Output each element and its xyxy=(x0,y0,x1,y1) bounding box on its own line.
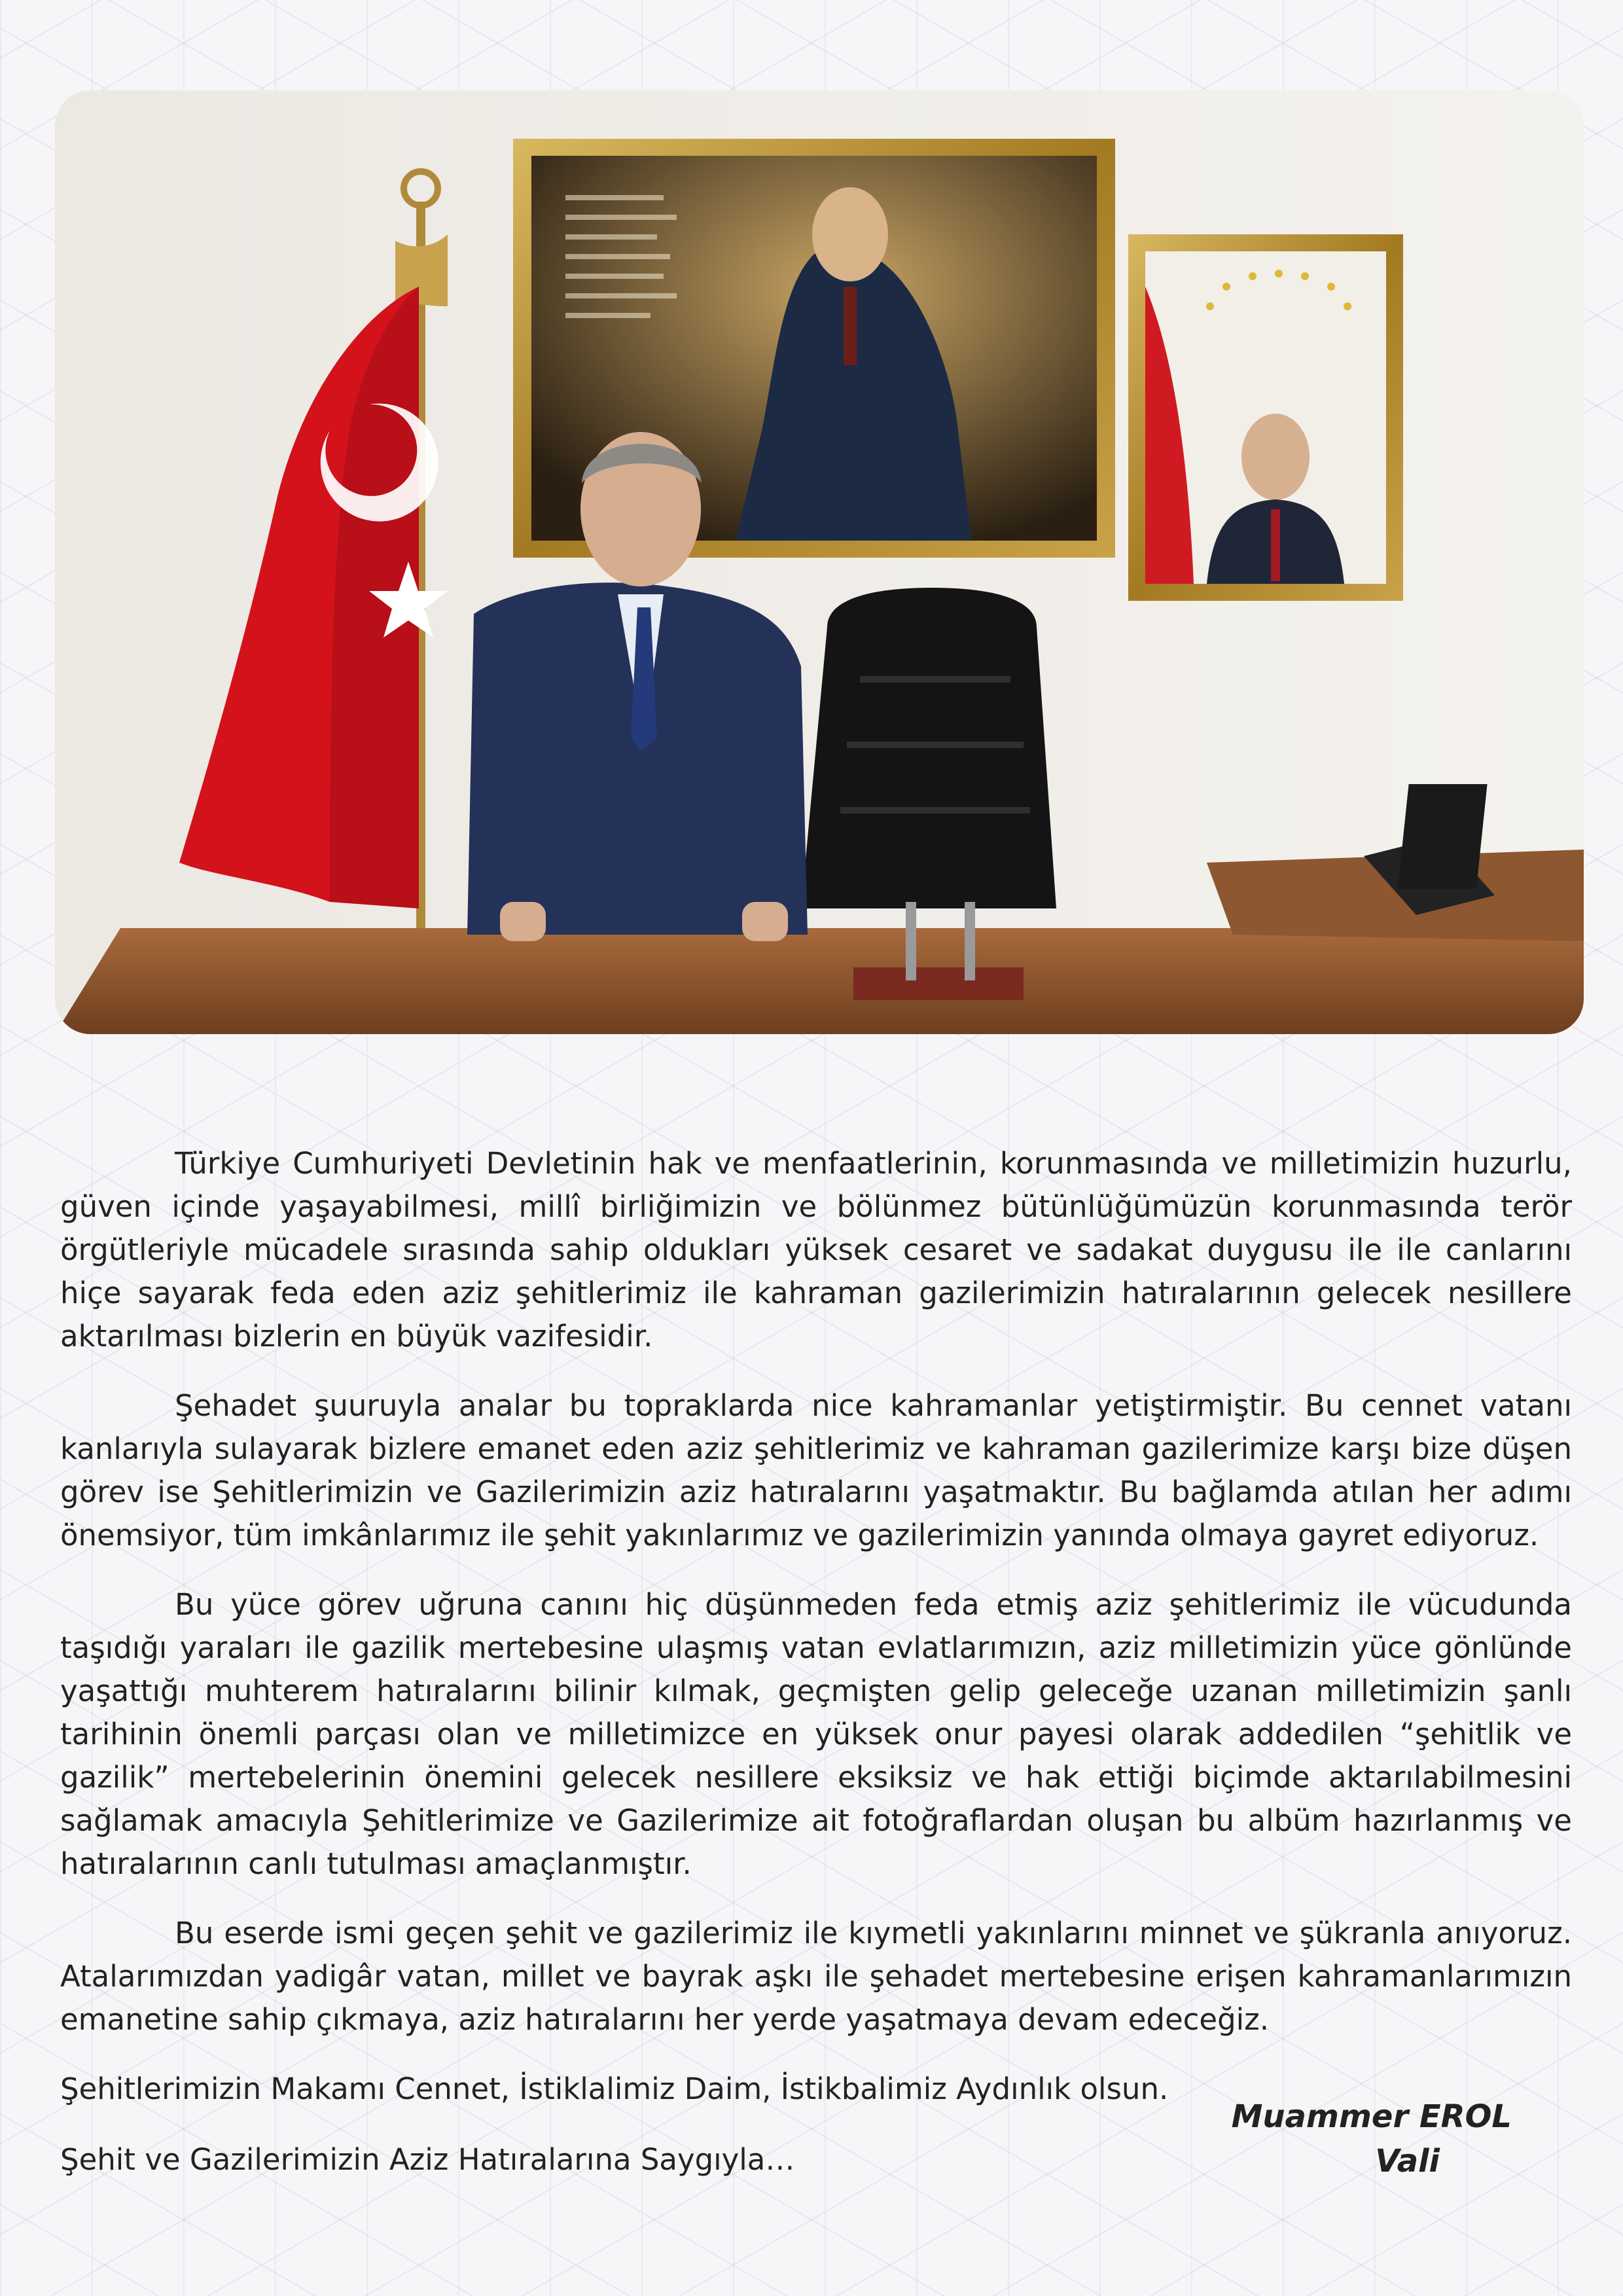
signatory-name: Muammer EROL xyxy=(1231,2098,1512,2135)
letter-paragraph: Türkiye Cumhuriyeti Devletinin hak ve menfaatlerinin, korunmasında ve milletimizin huzurlu, güven içinde yaşayabilmesi, millî birliğimizin ve bölünmez bütünlüğümüzün korunmasında terör örgütleriyle mücadele sırasında sahip oldukları yüksek cesaret ve sadakat duygusu ile ile canlarını hiçe sayarak feda eden aziz şehitlerimiz ile kahraman gazilerimizin hatıralarının gelecek nesillere aktarılması bizlerin en büyük vazifesidir. xyxy=(60,1146,1572,1354)
president-portrait-frame xyxy=(1128,234,1403,601)
letter-paragraph: Şehadet şuuruyla analar bu topraklarda nice kahramanlar yetiştirmiştir. Bu cennet vatanı kanlarıyla sulayarak bizlere emanet eden aziz şehitlerimiz ve kahraman gazilerimize karşı bize düşen görev ise Şehitlerimizin ve Gazilerimizin aziz hatıralarını yaşatmaktır. Bu bağlamda atılan her adımı önemsiyor, tüm imkânlarımız ile şehit yakınlarımız ve gazilerimizin yanında olmaya gayret ediyoruz. xyxy=(60,1388,1572,1552)
closing-wish: Şehitlerimizin Makamı Cennet, İstiklalimiz Daim, İstikbalimiz Aydınlık olsun. xyxy=(60,2072,1169,2106)
letter-paragraph: Bu yüce görev uğruna canını hiç düşünmeden feda etmiş aziz şehitlerimiz ile vücudunda taşıdığı yaraları ile gazilik mertebesine ulaşmış vatan evlatlarımızın, aziz milletimizin yüce gönlünde yaşattığı muhterem hatıralarını bilinir kılmak, geçmişten gelip geleceğe uzanan milletimizin şanlı tarihinin önemli parçası olan ve milletimizce en yüksek onur payesi olarak addedilen “şehitlik ve gazilik” mertebelerinin önemini gelecek nesillere eksiksiz ve hak ettiği biçimde aktarılabilmesini sağlamak amacıyla Şehitlerimize ve Gazilerimize ait fotoğraflardan oluşan bu albüm hazırlanmış ve hatıralarının canlı tutulması amaçlanmıştır. xyxy=(60,1587,1572,1881)
closing-salutation: Şehit ve Gazilerimizin Aziz Hatıralarına Saygıyla… xyxy=(60,2142,795,2177)
signatory-title: Vali xyxy=(1375,2143,1440,2179)
signature-block xyxy=(1232,2094,1512,2183)
letter-paragraph: Bu eserde ismi geçen şehit ve gazilerimiz ile kıymetli yakınlarını minnet ve şükranla anıyoruz. Atalarımızdan yadigâr vatan, millet ve bayrak aşkı ile şehadet mertebesine erişen kahramanlarımızın emanetine sahip çıkmaya, aziz hatıralarını her yerde yaşatmaya devam edeceğiz. xyxy=(60,1916,1572,2037)
governor-portrait-photo xyxy=(55,90,1584,1034)
letter-body xyxy=(60,1142,1572,2209)
